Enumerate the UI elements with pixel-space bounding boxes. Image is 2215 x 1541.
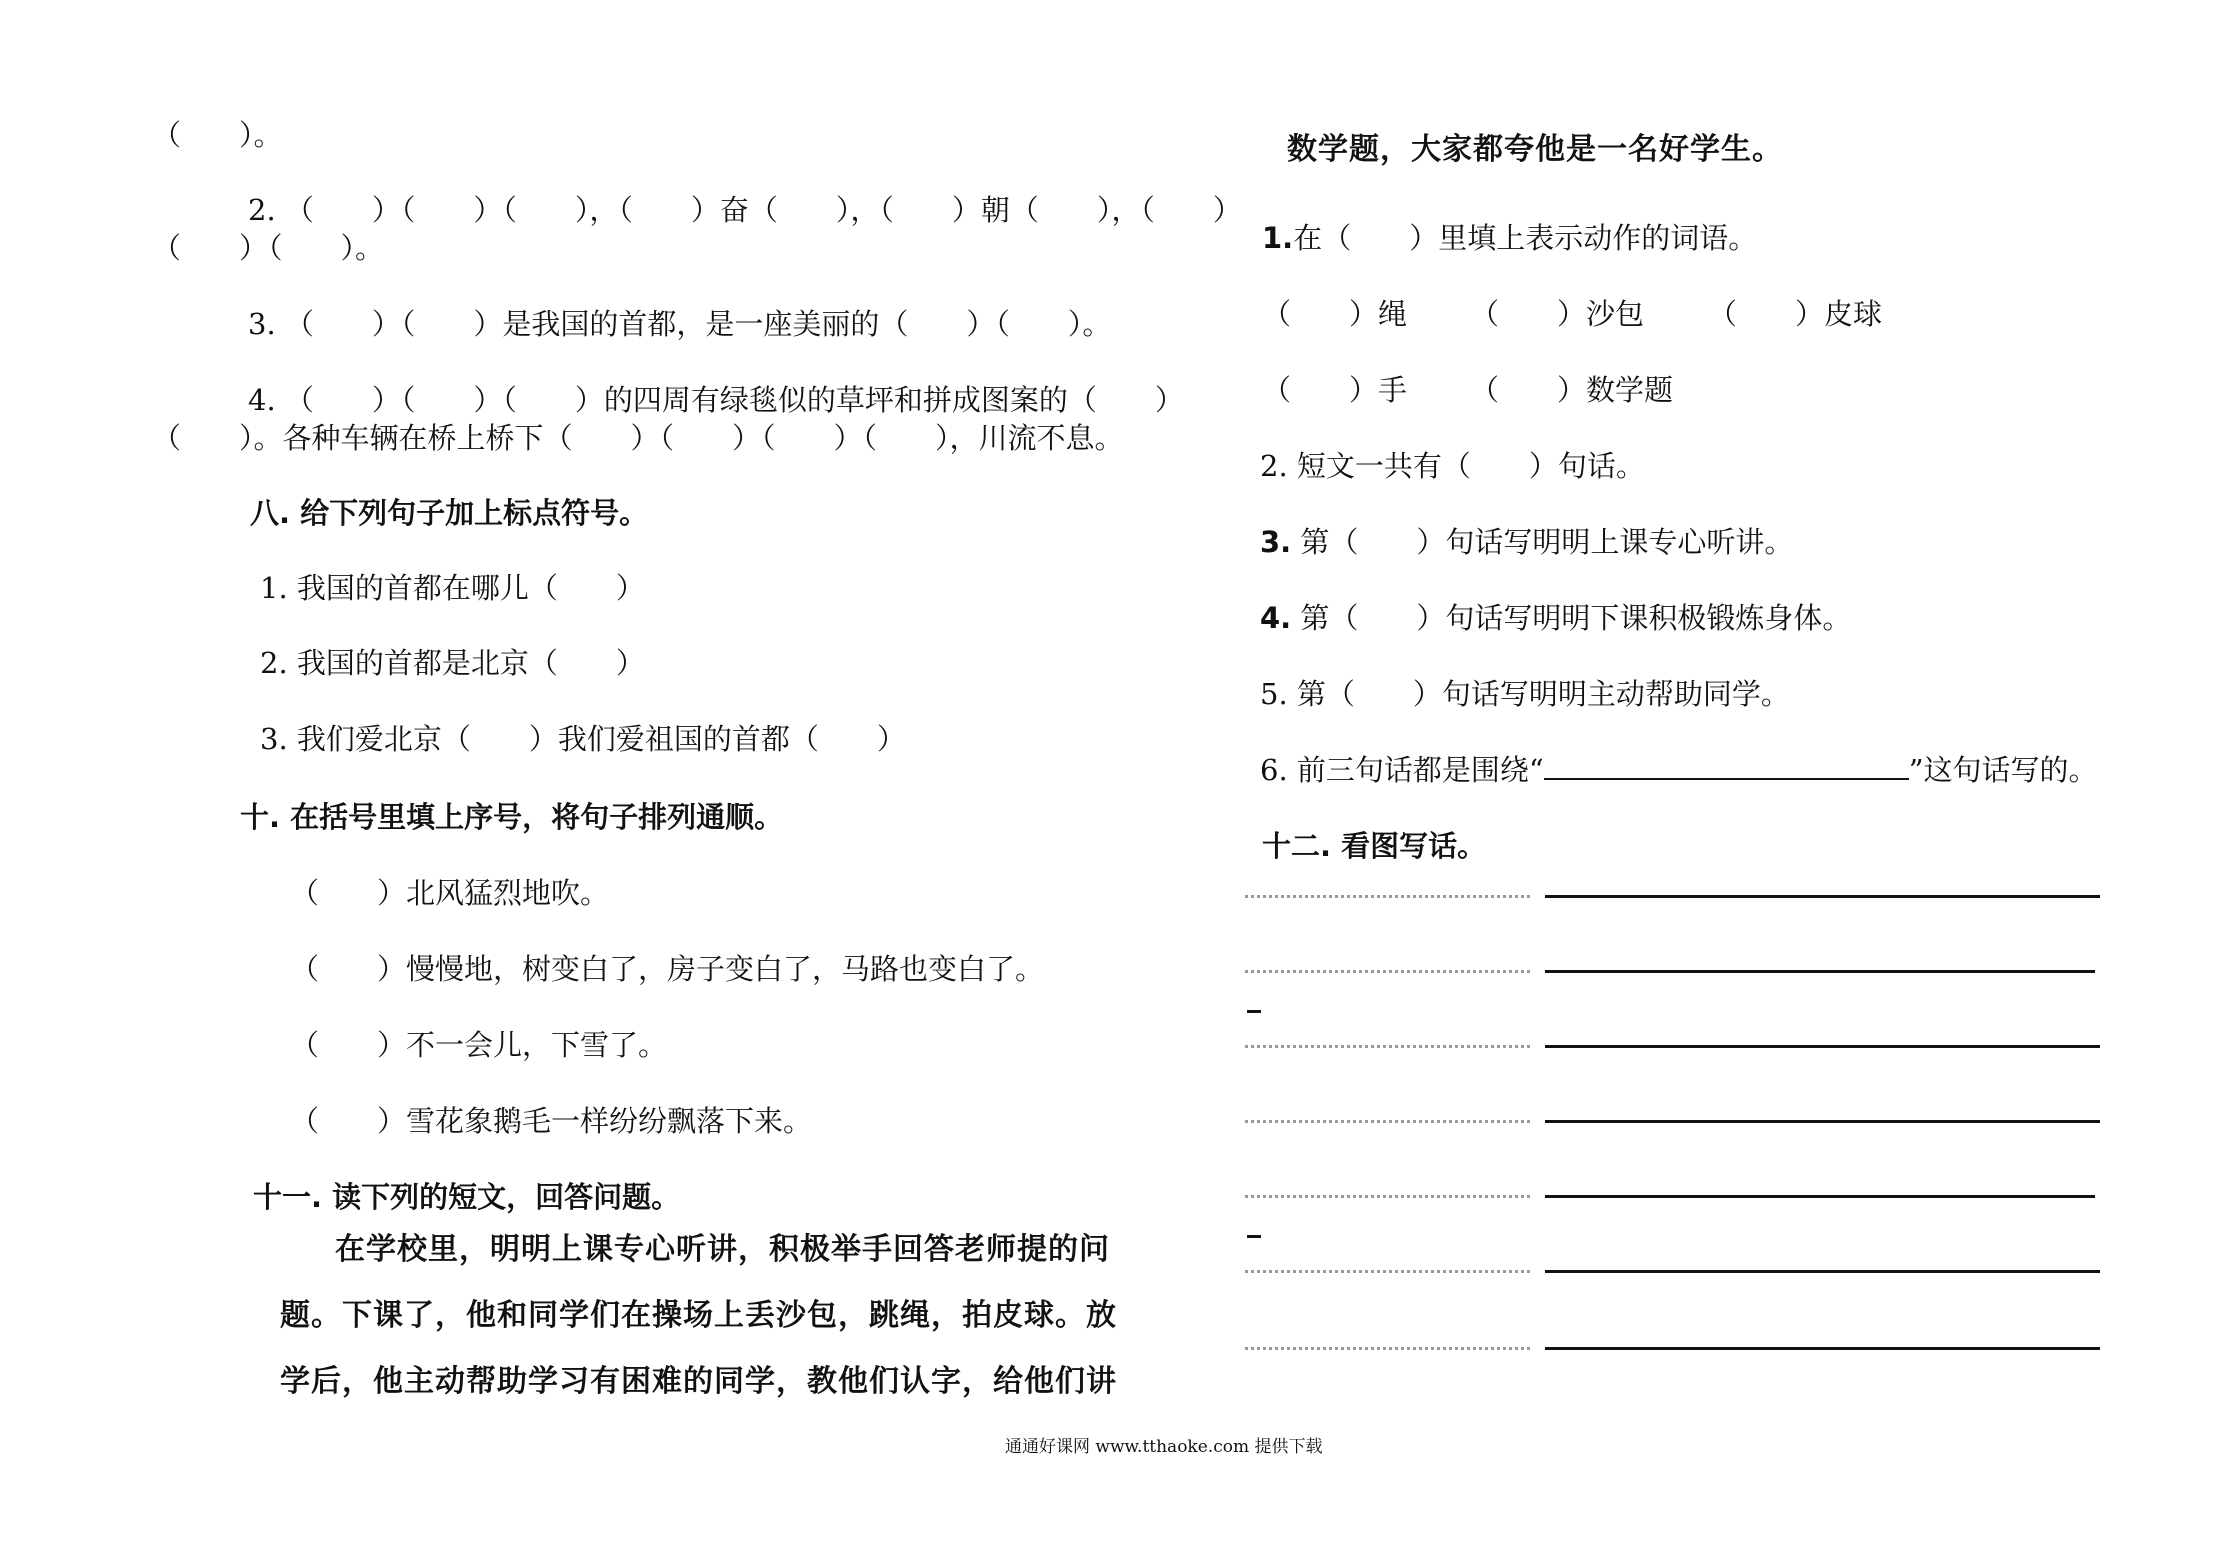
dotted-guide-line — [1245, 1347, 1530, 1350]
answer-underline[interactable] — [1544, 750, 1909, 780]
question-7-2-line2: （ ）（ ）。 — [152, 231, 385, 265]
section-8-item: 2. 我国的首都是北京（ ） — [260, 646, 645, 680]
section-10-item: （ ）北风猛烈地吹。 — [290, 876, 610, 910]
question-6-start: 6. 前三句话都是围绕“ — [1260, 753, 1544, 787]
word-blank: （ ）沙包 — [1470, 297, 1645, 331]
writing-line[interactable] — [1545, 1120, 2100, 1123]
question-4-number: 4. — [1260, 601, 1292, 635]
section-10-item: （ ）雪花象鹅毛一样纷纷飘落下来。 — [290, 1104, 813, 1138]
section-10-item: （ ）不一会儿，下雪了。 — [290, 1028, 668, 1062]
word-blank: （ ）皮球 — [1708, 297, 1883, 331]
story-line-3: 学后，他主动帮助学习有困难的同学，教他们认字，给他们讲 — [280, 1364, 1117, 1399]
dotted-guide-line — [1245, 970, 1530, 973]
question-6-end: ”这句话写的。 — [1908, 753, 2098, 787]
writing-line[interactable] — [1545, 1045, 2100, 1048]
question-4-text: 第（ ）句话写明明下课积极锻炼身体。 — [1300, 601, 1852, 635]
question-5: 5. 第（ ）句话写明明主动帮助同学。 — [1260, 677, 1790, 711]
writing-line[interactable] — [1545, 1195, 2095, 1198]
question-7-3: 3. （ ）（ ）是我国的首都，是一座美丽的（ ）（ ）。 — [248, 307, 1112, 341]
section-12-title: 十二. 看图写话。 — [1262, 829, 1487, 863]
section-8-item: 1. 我国的首都在哪儿（ ） — [260, 571, 645, 605]
question-1 — [1262, 218, 1757, 258]
writing-line[interactable] — [1545, 970, 2095, 973]
section-11-title: 十一. 读下列的短文，回答问题。 — [253, 1180, 681, 1214]
dotted-guide-line — [1245, 1270, 1530, 1273]
question-1-text: 在（ ）里填上表示动作的词语。 — [1293, 221, 1758, 255]
footer-credit: 通通好课网 www.tthaoke.com 提供下载 — [1005, 1437, 1323, 1457]
section-10-title: 十. 在括号里填上序号，将句子排列通顺。 — [240, 800, 784, 834]
question-3-number: 3. — [1260, 525, 1292, 559]
question-7-4-line1: 4. （ ）（ ）（ ）的四周有绿毯似的草坪和拼成图案的（ ） — [248, 383, 1184, 417]
question-6 — [1260, 750, 2098, 790]
word-blank: （ ）绳 — [1262, 297, 1408, 331]
dotted-guide-line — [1245, 1045, 1530, 1048]
fill-line-continued: （ ）。 — [152, 118, 283, 152]
margin-mark — [1247, 1010, 1261, 1013]
word-blank: （ ）手 — [1262, 373, 1408, 407]
question-3 — [1260, 522, 1793, 562]
dotted-guide-line — [1245, 895, 1530, 898]
question-7-4-line2: （ ）。各种车辆在桥上桥下（ ）（ ）（ ）（ ），川流不息。 — [152, 421, 1124, 455]
dotted-guide-line — [1245, 1195, 1530, 1198]
word-blank: （ ）数学题 — [1470, 373, 1674, 407]
writing-line[interactable] — [1545, 895, 2100, 898]
writing-line[interactable] — [1545, 1270, 2100, 1273]
question-3-text: 第（ ）句话写明明上课专心听讲。 — [1300, 525, 1794, 559]
writing-line[interactable] — [1545, 1347, 2100, 1350]
question-1-number: 1. — [1262, 221, 1294, 255]
question-2: 2. 短文一共有（ ）句话。 — [1260, 449, 1645, 483]
section-8-item: 3. 我们爱北京（ ）我们爱祖国的首都（ ） — [260, 722, 906, 756]
section-10-item: （ ）慢慢地，树变白了，房子变白了，马路也变白了。 — [290, 952, 1045, 986]
story-line-1: 在学校里，明明上课专心听讲，积极举手回答老师提的问 — [335, 1232, 1110, 1267]
story-line-2: 题。下课了，他和同学们在操场上丢沙包，跳绳，拍皮球。放 — [280, 1298, 1117, 1333]
story-line-4: 数学题，大家都夸他是一名好学生。 — [1287, 132, 1783, 167]
margin-mark — [1247, 1235, 1261, 1238]
question-7-2-line1: 2. （ ）（ ）（ ），（ ）奋（ ），（ ）朝（ ），（ ） — [248, 193, 1242, 227]
question-4 — [1260, 598, 1851, 638]
section-8-title: 八. 给下列句子加上标点符号。 — [250, 496, 649, 530]
dotted-guide-line — [1245, 1120, 1530, 1123]
